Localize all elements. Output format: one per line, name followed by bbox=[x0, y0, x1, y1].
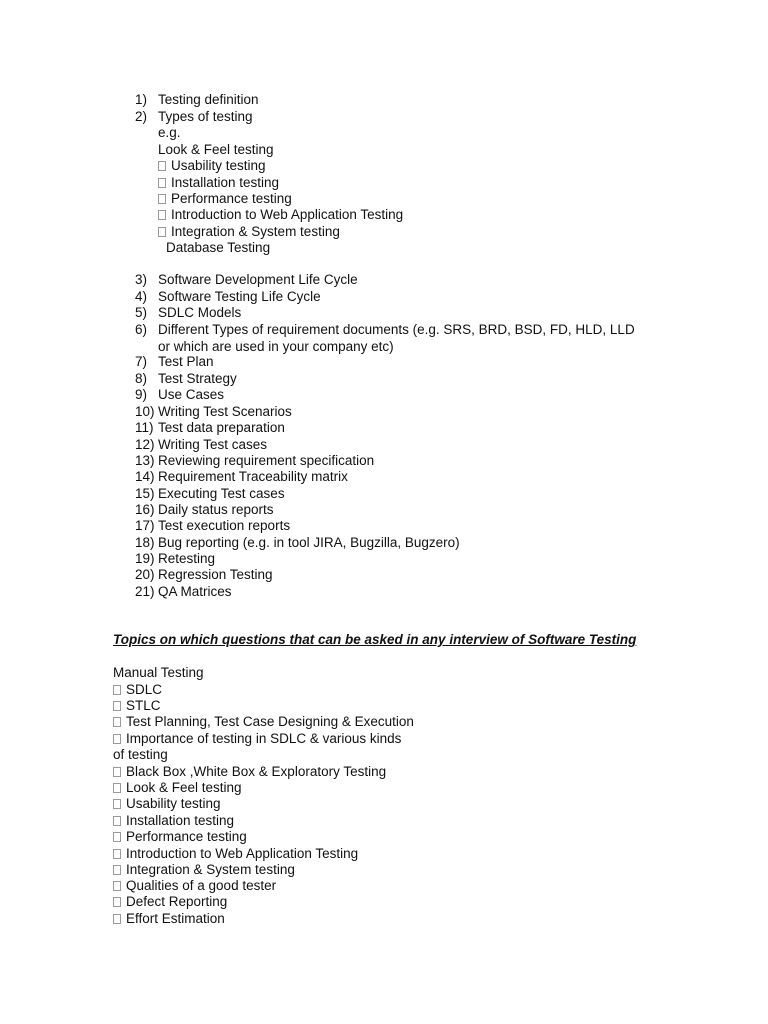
sub-list-item: Introduction to Web Application Testing bbox=[158, 207, 403, 223]
list-item-number: 8) bbox=[135, 371, 148, 386]
checkbox-square-icon bbox=[113, 783, 121, 793]
list-item-number: 19) bbox=[135, 551, 155, 566]
checkbox-square-icon bbox=[158, 194, 166, 204]
list-item-number: 10) bbox=[135, 404, 155, 419]
list-item-text: Daily status reports bbox=[158, 502, 274, 517]
sub-list-item: Usability testing bbox=[158, 158, 266, 174]
list-item-text: SDLC Models bbox=[158, 305, 242, 320]
list-item-number: 13) bbox=[135, 453, 155, 468]
list-item-text: Software Development Life Cycle bbox=[158, 272, 358, 287]
checkbox-square-icon bbox=[113, 832, 121, 842]
list-item-number: 12) bbox=[135, 437, 155, 452]
list-item-text: Regression Testing bbox=[158, 567, 273, 582]
list-item-number: 18) bbox=[135, 535, 155, 550]
bullet-item: Effort Estimation bbox=[113, 911, 225, 927]
list-item-text: Software Testing Life Cycle bbox=[158, 289, 321, 304]
eg-text: e.g. bbox=[158, 125, 181, 140]
list-item-text: Test Plan bbox=[158, 354, 214, 369]
checkbox-square-icon bbox=[113, 897, 121, 907]
checkbox-square-icon bbox=[113, 717, 121, 727]
list-item-number: 20) bbox=[135, 567, 155, 582]
checkbox-square-icon bbox=[158, 178, 166, 188]
bullet-item: SDLC bbox=[113, 682, 162, 698]
section-heading: Topics on which questions that can be asked in any interview of Software Testing bbox=[113, 632, 637, 647]
list-item-number: 1) bbox=[135, 92, 148, 107]
bullet-item: Look & Feel testing bbox=[113, 780, 242, 796]
list-item-text: Executing Test cases bbox=[158, 486, 285, 501]
list-item-number: 2) bbox=[135, 109, 148, 124]
list-item-number: 3) bbox=[135, 272, 148, 287]
list-item-text: Requirement Traceability matrix bbox=[158, 469, 348, 484]
list-item-number: 14) bbox=[135, 469, 155, 484]
checkbox-square-icon bbox=[113, 734, 121, 744]
bullet-item: Test Planning, Test Case Designing & Execution bbox=[113, 714, 414, 730]
bullet-item: Qualities of a good tester bbox=[113, 878, 276, 894]
list-item-number: 5) bbox=[135, 305, 148, 320]
list-item-number: 17) bbox=[135, 518, 155, 533]
list-item-text: Test data preparation bbox=[158, 420, 285, 435]
list-item-continuation: or which are used in your company etc) bbox=[158, 339, 394, 354]
list-item-text: Test Strategy bbox=[158, 371, 237, 386]
manual-testing-title: Manual Testing bbox=[113, 665, 204, 680]
list-item-text: Bug reporting (e.g. in tool JIRA, Bugzilla, Bugzero) bbox=[158, 535, 460, 550]
list-item-text: Test execution reports bbox=[158, 518, 291, 533]
sub-list-item: Integration & System testing bbox=[158, 224, 340, 240]
list-item-text: Retesting bbox=[158, 551, 216, 566]
bullet-item: Defect Reporting bbox=[113, 894, 227, 910]
list-item-number: 9) bbox=[135, 387, 148, 402]
checkbox-square-icon bbox=[113, 816, 121, 826]
list-item-number: 6) bbox=[135, 322, 148, 337]
list-item-number: 16) bbox=[135, 502, 155, 517]
checkbox-square-icon bbox=[113, 767, 121, 777]
sub-list-item: Performance testing bbox=[158, 191, 292, 207]
database-testing-text: Database Testing bbox=[166, 240, 271, 255]
checkbox-square-icon bbox=[113, 865, 121, 875]
bullet-item: Integration & System testing bbox=[113, 862, 295, 878]
checkbox-square-icon bbox=[158, 161, 166, 171]
checkbox-square-icon bbox=[113, 701, 121, 711]
list-item-text: Types of testing bbox=[158, 109, 253, 124]
bullet-item: Usability testing bbox=[113, 796, 221, 812]
list-item-text: Writing Test cases bbox=[158, 437, 268, 452]
checkbox-square-icon bbox=[113, 799, 121, 809]
list-item-text: Writing Test Scenarios bbox=[158, 404, 292, 419]
list-item-number: 11) bbox=[135, 420, 154, 435]
list-item-number: 15) bbox=[135, 486, 155, 501]
list-item-number: 4) bbox=[135, 289, 148, 304]
list-item-text: Reviewing requirement specification bbox=[158, 453, 375, 468]
bullet-item: Performance testing bbox=[113, 829, 247, 845]
checkbox-square-icon bbox=[113, 881, 121, 891]
list-item-number: 21) bbox=[135, 584, 155, 599]
bullet-item: Installation testing bbox=[113, 813, 234, 829]
bullet-item: Black Box ,White Box & Exploratory Testing bbox=[113, 764, 386, 780]
list-item-text: Testing definition bbox=[158, 92, 259, 107]
checkbox-square-icon bbox=[113, 849, 121, 859]
bullet-item: Introduction to Web Application Testing bbox=[113, 846, 358, 862]
list-item-number: 7) bbox=[135, 354, 148, 369]
checkbox-square-icon bbox=[158, 210, 166, 220]
sub-list-item: Installation testing bbox=[158, 175, 279, 191]
bullet-item: STLC bbox=[113, 698, 161, 714]
bullet-item: Importance of testing in SDLC & various kinds bbox=[113, 731, 401, 747]
list-item-text: Use Cases bbox=[158, 387, 225, 402]
checkbox-square-icon bbox=[158, 227, 166, 237]
bullet-item-continuation: of testing bbox=[113, 747, 168, 762]
look-feel-text: Look & Feel testing bbox=[158, 142, 274, 157]
checkbox-square-icon bbox=[113, 914, 121, 924]
list-item-text: Different Types of requirement documents (e.g. SRS, BRD, BSD, FD, HLD, LLD bbox=[158, 322, 635, 337]
list-item-text: QA Matrices bbox=[158, 584, 232, 599]
checkbox-square-icon bbox=[113, 685, 121, 695]
